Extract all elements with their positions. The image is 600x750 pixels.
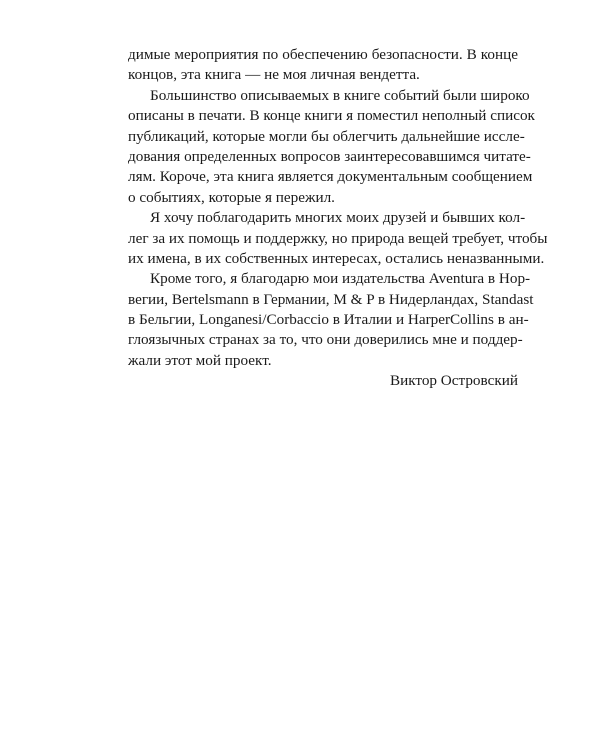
paragraph-2 xyxy=(128,86,535,208)
text-line: описаны в печати. В конце книги я поместил неполный список xyxy=(128,107,535,125)
text-line: лям. Короче, эта книга является документальным сообщением xyxy=(128,168,533,186)
text-line: концов, эта книга — не моя личная вендетта. xyxy=(128,66,420,84)
text-line: Большинство описываемых в книге событий были широко xyxy=(150,86,530,104)
text-line: Кроме того, я благодарю мои издательства Aventura в Нор- xyxy=(150,270,531,288)
text-line: в Бельгии, Longanesi/Corbaccio в Италии и HarperCollins в ан- xyxy=(128,311,529,329)
paragraph-3 xyxy=(128,208,548,269)
paragraph-4 xyxy=(128,269,534,371)
text-line: Я хочу поблагодарить многих моих друзей и бывших кол- xyxy=(150,209,526,227)
text-line: дования определенных вопросов заинтересовавшимся читате- xyxy=(128,147,531,165)
text-line: жали этот мой проект. xyxy=(128,351,272,369)
author-signature: Виктор Островский xyxy=(389,372,518,389)
text-line: их имена, в их собственных интересах, остались неназванными. xyxy=(128,249,545,267)
page-body xyxy=(128,45,548,371)
text-line: димые мероприятия по обеспечению безопасности. В конце xyxy=(128,46,518,63)
text-line: публикаций, которые могли бы облегчить дальнейшие иссле- xyxy=(128,127,525,145)
text-line: лег за их помощь и поддержку, но природа вещей требует, чтобы xyxy=(128,229,548,247)
text-line: о событиях, которые я пережил. xyxy=(128,188,335,206)
text-line: глоязычных странах за то, что они доверились мне и поддер- xyxy=(128,331,523,349)
text-line: вегии, Bertelsmann в Германии, M & P в Нидерландах, Standast xyxy=(128,290,534,308)
paragraph-1 xyxy=(128,45,518,86)
